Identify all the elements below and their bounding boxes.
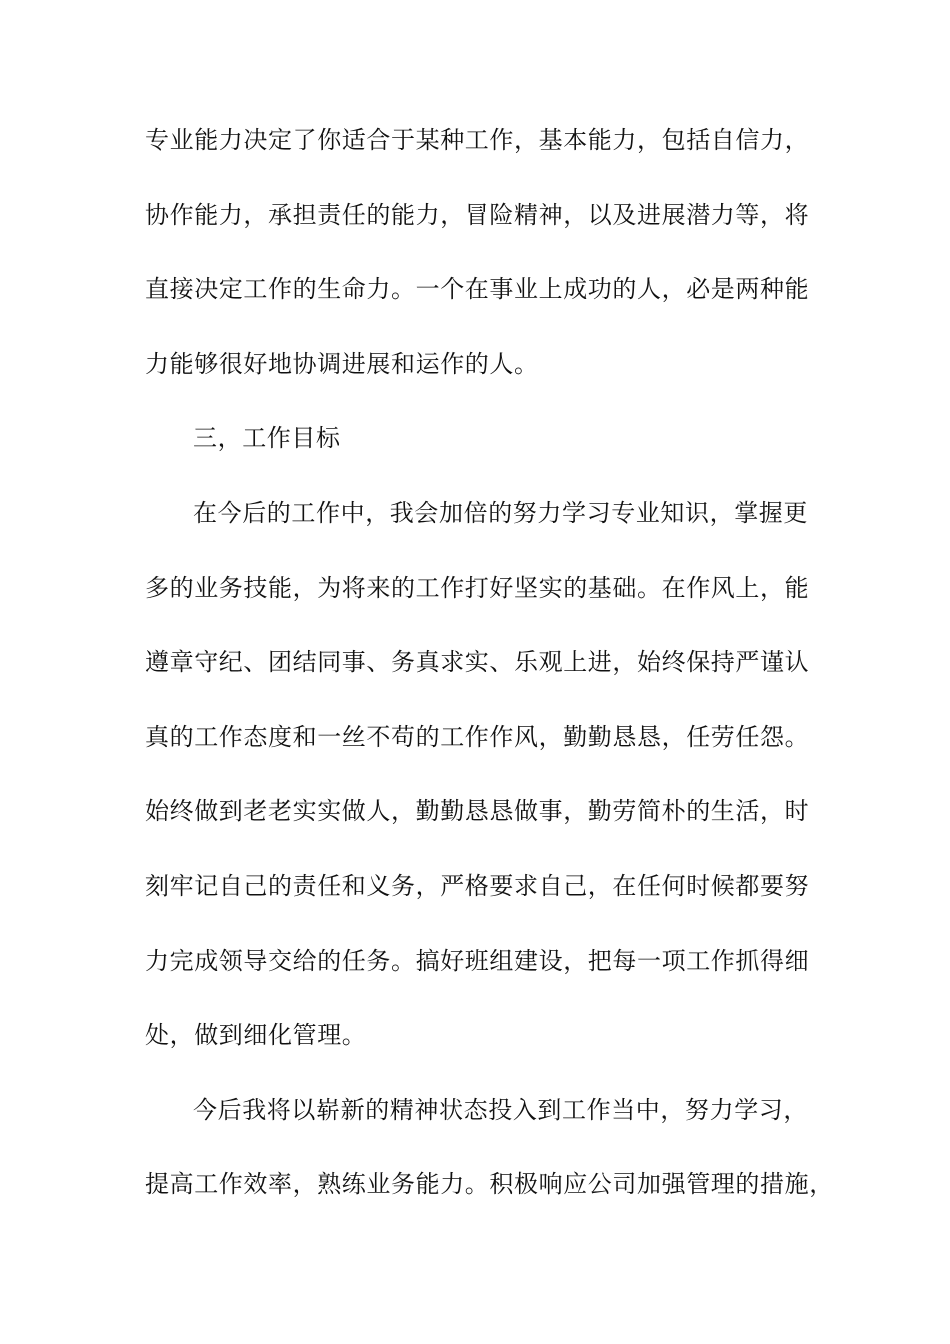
text-line-13: 处，做到细化管理。	[145, 1021, 367, 1050]
text-line-6: 在今后的工作中，我会加倍的努力学习专业知识，掌握更	[193, 498, 808, 527]
text-line-8: 遵章守纪、团结同事、务真求实、乐观上进，始终保持严谨认	[145, 648, 810, 677]
document-body	[145, 126, 834, 1247]
text-line-3: 直接决定工作的生命力。一个在事业上成功的人，必是两种能	[145, 275, 810, 304]
text-line-4: 力能够很好地协调进展和运作的人。	[145, 349, 539, 378]
text-line-7: 多的业务技能，为将来的工作打好坚实的基础。在作风上，能	[145, 573, 810, 602]
text-line-1: 专业能力决定了你适合于某种工作，基本能力，包括自信力，	[145, 126, 810, 154]
text-line-10: 始终做到老老实实做人，勤勤恳恳做事，勤劳简朴的生活，时	[145, 797, 810, 826]
text-line-9: 真的工作态度和一丝不苟的工作作风，勤勤恳恳，任劳任怨。	[145, 722, 810, 751]
text-line-15: 提高工作效率，熟练业务能力。积极响应公司加强管理的措施，	[145, 1170, 834, 1199]
section-heading-work-goals: 三，工作目标	[193, 424, 341, 453]
text-line-12: 力完成领导交给的任务。搞好班组建设，把每一项工作抓得细	[145, 946, 810, 975]
text-line-14: 今后我将以崭新的精神状态投入到工作当中，努力学习，	[193, 1095, 808, 1124]
text-line-11: 刻牢记自己的责任和义务，严格要求自己，在任何时候都要努	[145, 871, 810, 900]
text-line-2: 协作能力，承担责任的能力，冒险精神，以及进展潜力等，将	[145, 200, 810, 229]
